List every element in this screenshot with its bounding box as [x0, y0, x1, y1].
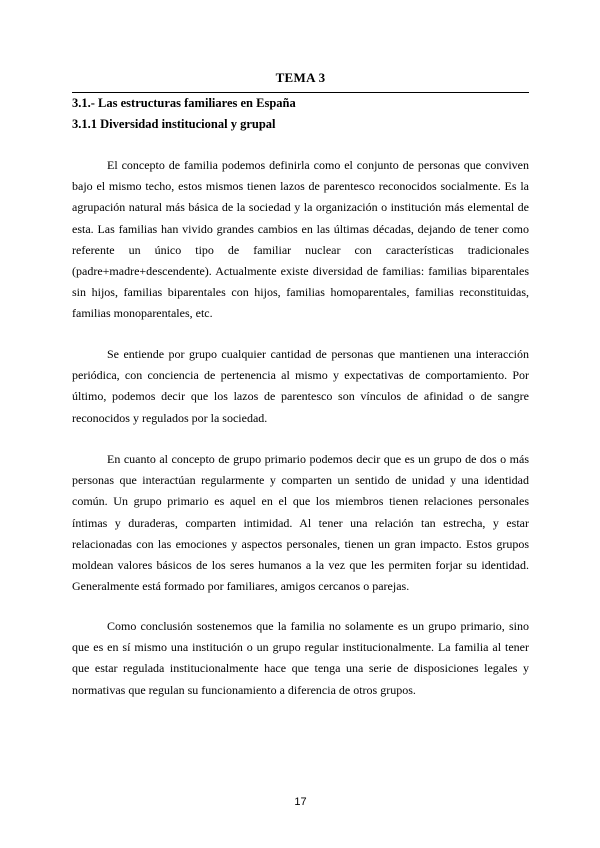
header-rule: [72, 92, 529, 93]
document-page: [72, 0, 529, 848]
subsection-heading: 3.1.1 Diversidad institucional y grupal: [72, 117, 276, 131]
theme-title: TEMA 3: [275, 70, 326, 85]
paragraph-group-definition: Se entiende por grupo cualquier cantidad de personas que mantienen una interacción periódica, con conciencia de pertenencia al mismo y expectativas de comportamiento. Por último, podemos decir que los lazos de parentesco son vínculos de afinidad o de sangre reconocidos y regulados por la sociedad.: [72, 347, 529, 425]
section-heading: 3.1.- Las estructuras familiares en España: [72, 96, 296, 110]
paragraph-conclusion: Como conclusión sostenemos que la familia no solamente es un grupo primario, sino que es en sí mismo una institución o un grupo regular institucionalmente. La familia al tener que estar regulada institucionalmente hace que tenga una serie de disposiciones legales y normativas que regulan su funcionamiento a diferencia de otros grupos.: [72, 619, 529, 697]
page-number: 17: [294, 796, 307, 808]
paragraph-family-concept: El concepto de familia podemos definirla como el conjunto de personas que conviven bajo el mismo techo, estos mismos tienen lazos de parentesco reconocidos socialmente. Es la agrupación natural más básica de la sociedad y la organización o institución más elemental de esta. Las familias han vivido grandes cambios en las últimas décadas, dejando de tener como referente un único tipo de familiar nuclear con características tradicionales (padre+madre+descendente). Actualmente existe diversidad de familias: familias biparentales sin hijos, familias biparentales con hijos, familias homoparentales, familias reconstituidas, familias monoparentales, etc.: [72, 158, 529, 321]
paragraph-primary-group: En cuanto al concepto de grupo primario podemos decir que es un grupo de dos o más personas que interactúan regularmente y comparten un sentido de unidad y una identidad común. Un grupo primario es aquel en el que los miembros tienen relaciones personales íntimas y duraderas, comparten intimidad. Al tener una relación tan estrecha, y estar relacionadas con las emociones y aspectos personales, tienen un gran impacto. Estos grupos moldean valores básicos de los seres humanos a la vez que les permiten forjar su identidad. Generalmente está formado por familiares, amigos cercanos o parejas.: [72, 452, 529, 594]
